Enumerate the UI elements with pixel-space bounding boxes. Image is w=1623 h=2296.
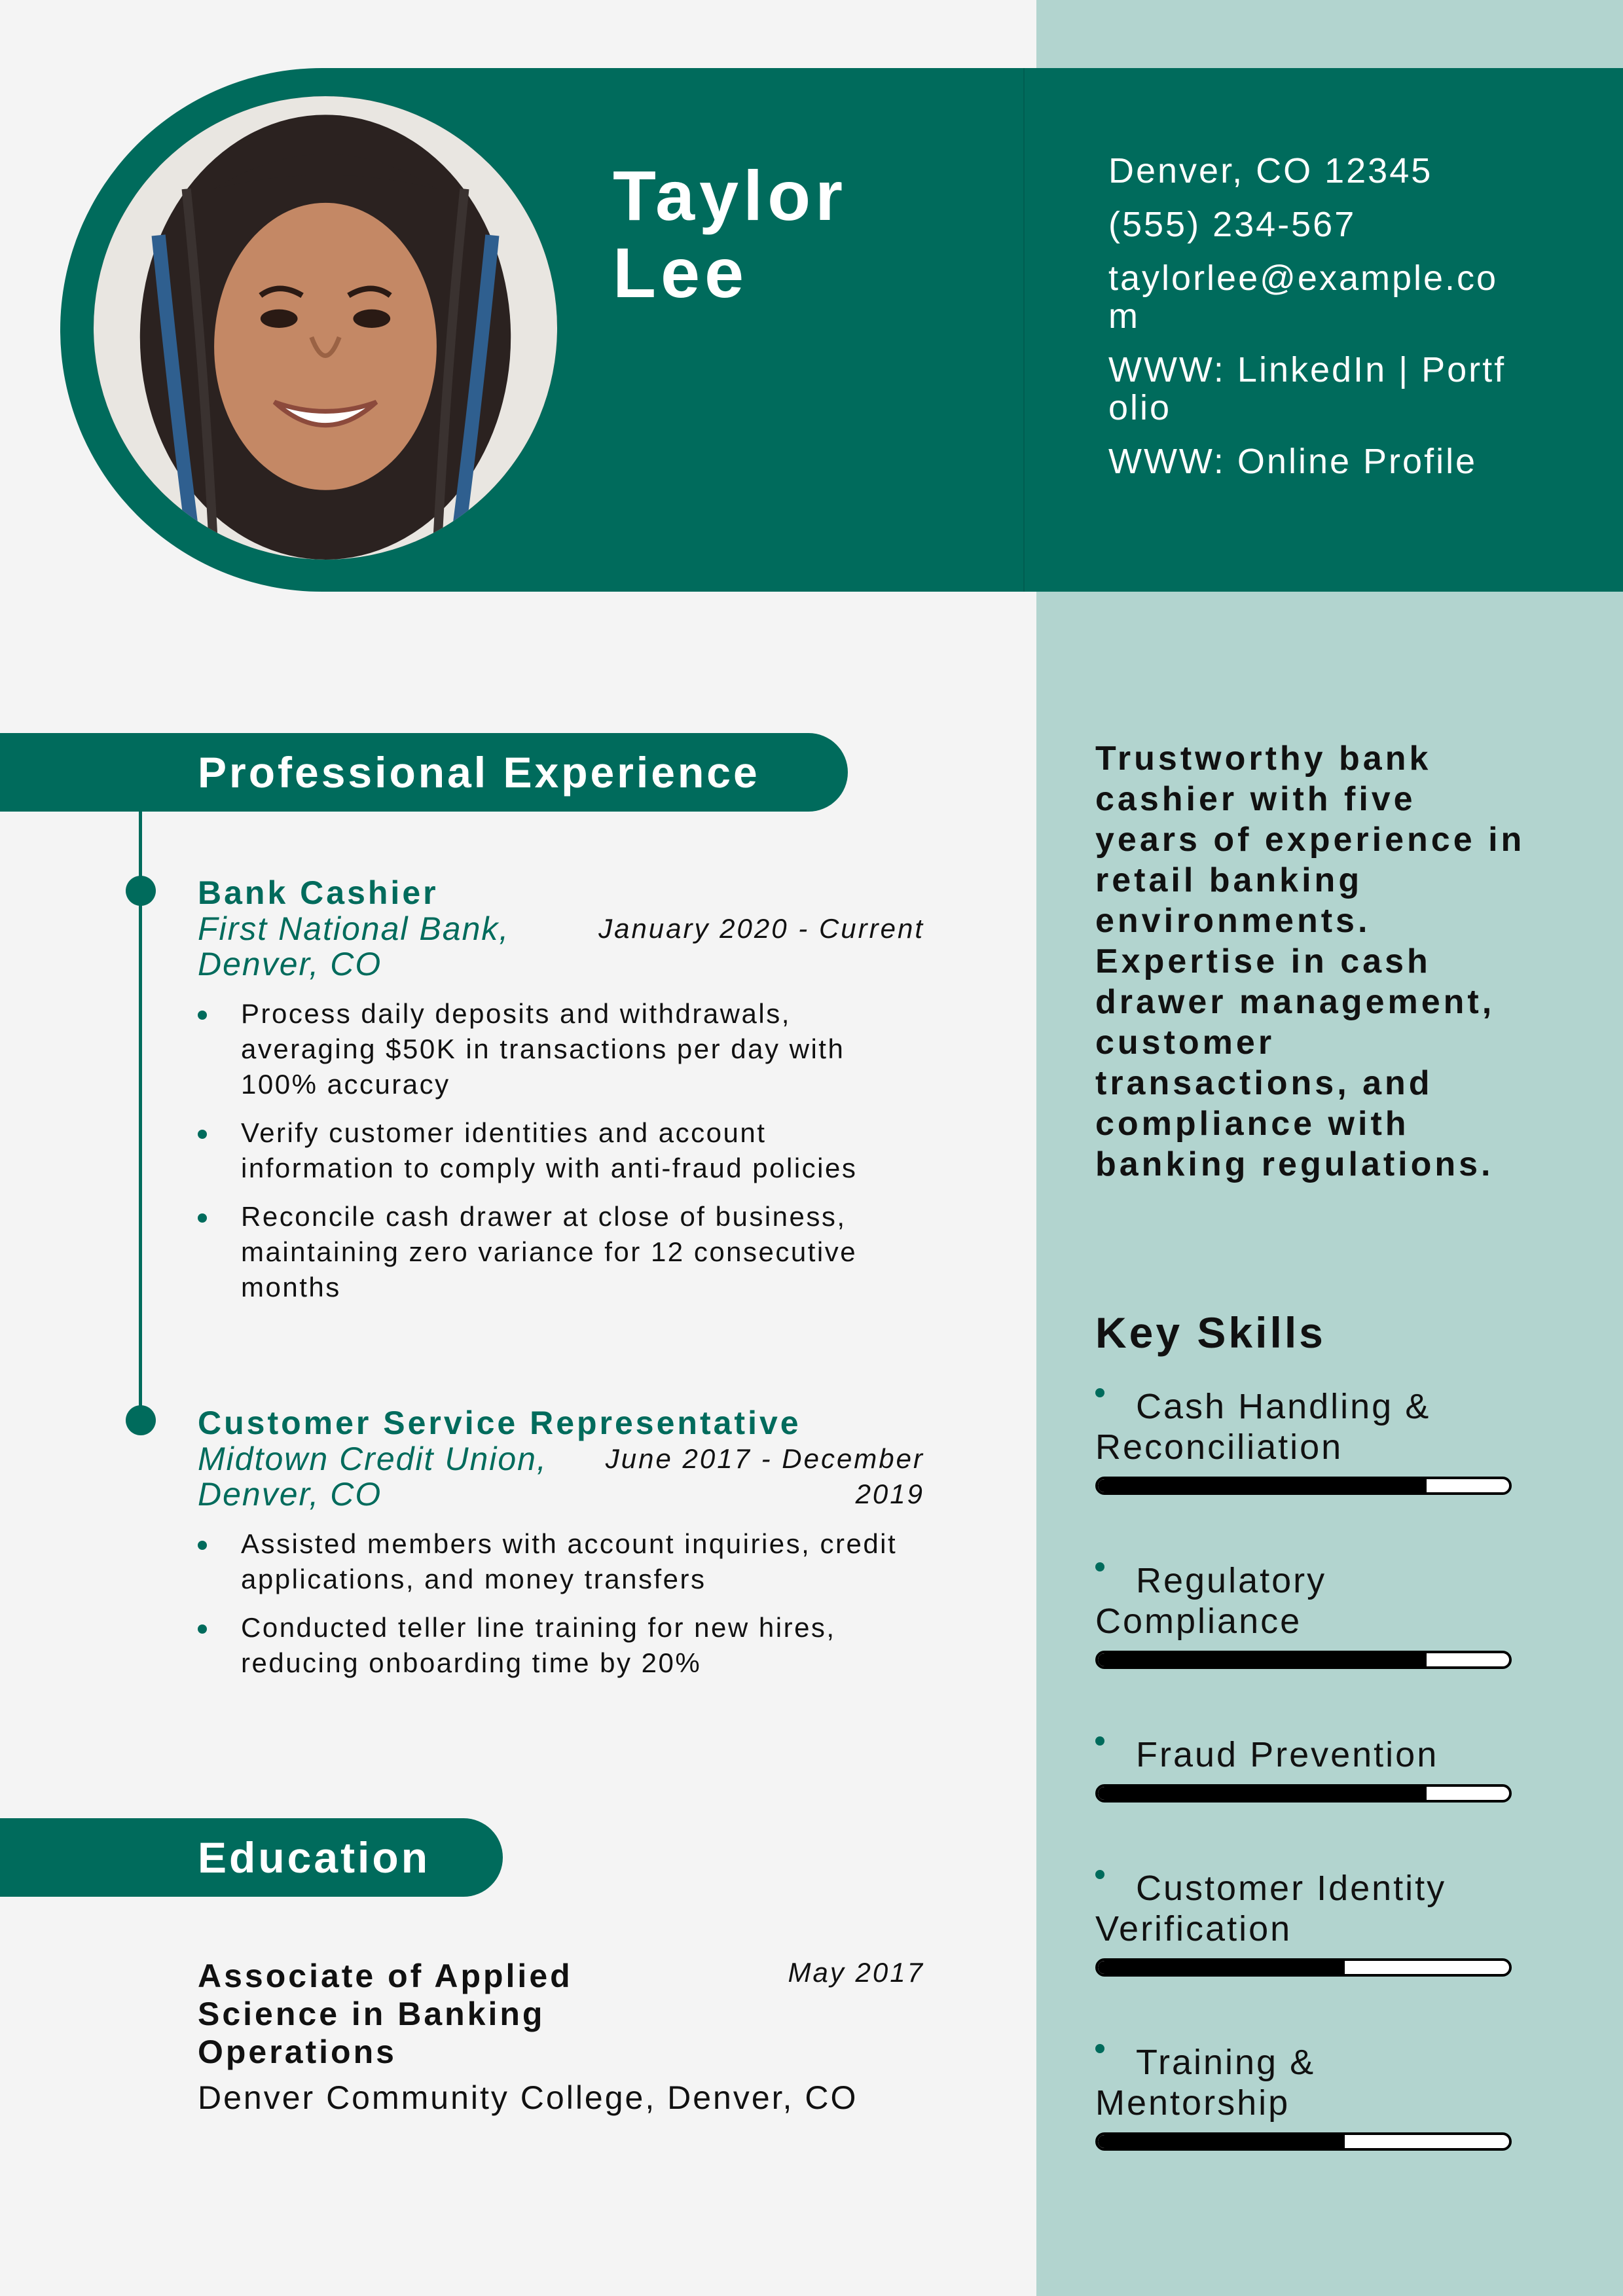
skill-label: Fraud Prevention <box>1136 1735 1439 1774</box>
timeline-dot <box>126 1405 156 1435</box>
skill-bar <box>1095 2132 1512 2151</box>
skills-list <box>1095 1386 1514 2151</box>
skills-heading: Key Skills <box>1095 1308 1326 1357</box>
list-item: Conducted teller line training for new hires, reducing onboarding time by 20% <box>198 1610 924 1681</box>
skill-bar-fill <box>1098 1479 1427 1492</box>
bullet-icon <box>1095 1388 1104 1397</box>
contact-email[interactable]: taylorlee@example.com <box>1108 259 1499 336</box>
contact-phone: (555) 234-567 <box>1108 205 1357 244</box>
skill-bar <box>1095 1784 1512 1803</box>
job-title: Bank Cashier <box>198 874 439 911</box>
skill-item <box>1095 1386 1514 1495</box>
skill-bar-fill <box>1098 2135 1345 2148</box>
bullet-icon <box>1095 1736 1104 1746</box>
skill-bar-fill <box>1098 1653 1427 1666</box>
skill-label: Regulatory Compliance <box>1095 1561 1327 1641</box>
degree-date: May 2017 <box>788 1957 924 1988</box>
skill-item <box>1095 2042 1514 2151</box>
degree: Associate of Applied Science in Banking Operations <box>198 1958 573 2070</box>
contact-info <box>1108 152 1527 496</box>
skill-item <box>1095 1868 1514 1977</box>
list-item: Reconcile cash drawer at close of business, maintaining zero variance for 12 consecutive months <box>198 1199 924 1305</box>
first-name: Taylor <box>613 156 848 235</box>
skill-item <box>1095 1734 1514 1803</box>
skill-label: Customer Identity Verification <box>1095 1869 1447 1948</box>
list-item: Verify customer identities and account information to comply with anti-fraud policies <box>198 1115 924 1186</box>
skill-item <box>1095 1560 1514 1669</box>
skill-label: Training & Mentorship <box>1095 2043 1316 2123</box>
bullet-icon <box>1095 1870 1104 1879</box>
bullet-icon <box>1095 1562 1104 1571</box>
education-heading: Education <box>0 1818 503 1897</box>
job-company: First National Bank, Denver, CO <box>198 910 510 982</box>
job-bullets <box>198 996 924 1305</box>
list-item: Assisted members with account inquiries, credit applications, and money transfers <box>198 1526 924 1597</box>
job-company: Midtown Credit Union, Denver, CO <box>198 1441 547 1513</box>
job-entry <box>198 1405 924 1694</box>
job-dates: June 2017 - December 2019 <box>605 1443 924 1509</box>
professional-summary: Trustworthy bank cashier with five years of experience in retail banking environments. Expertise in cash drawer management, customer transactions, and compliance with banking regulations. <box>1095 740 1525 1183</box>
contact-linkedin[interactable]: WWW: LinkedIn | Portfolio <box>1108 350 1506 427</box>
list-item: Process daily deposits and withdrawals, averaging $50K in transactions per day with 100% accuracy <box>198 996 924 1102</box>
profile-photo <box>94 96 557 560</box>
skill-bar <box>1095 1651 1512 1669</box>
job-entry <box>198 874 924 1318</box>
header-divider <box>1023 68 1025 592</box>
job-title: Customer Service Representative <box>198 1405 801 1441</box>
candidate-name <box>613 157 847 312</box>
timeline-dot <box>126 876 156 906</box>
experience-heading: Professional Experience <box>0 733 848 812</box>
job-bullets <box>198 1526 924 1681</box>
skill-bar-fill <box>1098 1787 1427 1800</box>
contact-address: Denver, CO 12345 <box>1108 151 1433 190</box>
education-entry <box>198 1957 924 2117</box>
skill-bar <box>1095 1958 1512 1977</box>
skill-bar-fill <box>1098 1961 1345 1974</box>
school: Denver Community College, Denver, CO <box>198 2079 858 2116</box>
skill-label: Cash Handling & Reconciliation <box>1095 1387 1431 1467</box>
last-name: Lee <box>613 233 749 312</box>
job-dates: January 2020 - Current <box>598 913 924 944</box>
bullet-icon <box>1095 2044 1104 2053</box>
skill-bar <box>1095 1477 1512 1495</box>
contact-online-profile[interactable]: WWW: Online Profile <box>1108 442 1478 481</box>
